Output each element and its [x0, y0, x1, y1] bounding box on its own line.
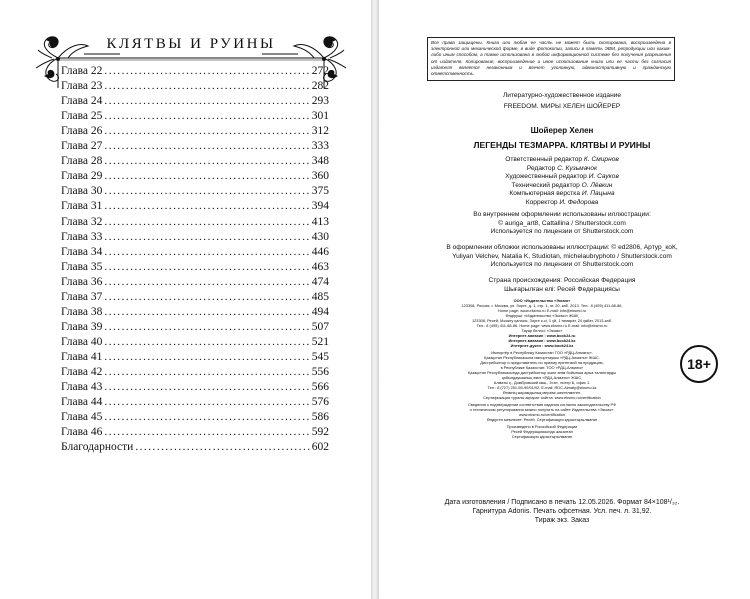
credit-role: Корректор — [525, 198, 558, 206]
toc-leader-dots — [104, 335, 309, 350]
credit-line — [412, 182, 712, 191]
toc-page-number: 413 — [311, 215, 329, 228]
toc-label: Глава 26 — [61, 125, 103, 138]
toc-entry — [61, 109, 329, 124]
publisher-line: Произведено в Российской Федерации — [506, 424, 578, 429]
publisher-line: Қазақстан Республикасына импорттаушы «РДЦ-Алматы» ЖШС. — [484, 355, 600, 360]
credit-role: Художественный редактор — [505, 173, 587, 181]
toc-entry — [61, 124, 329, 139]
publisher-line: 123308, Россия, г. Москва, ул. Зорге, д. 1, стр. 1, эт. 20, каб. 2013. Тел.: 8 (495) 411-68-86. — [461, 303, 623, 308]
interior-illustration-line: Во внутреннем оформлении использованы иллюстрации: — [473, 211, 651, 218]
toc-leader-dots — [104, 184, 309, 199]
toc-entry — [61, 245, 329, 260]
toc-label: Глава 44 — [61, 396, 103, 409]
toc-leader-dots — [104, 139, 309, 154]
toc-page-number: 592 — [311, 426, 329, 439]
toc-label: Глава 32 — [61, 215, 103, 228]
toc-label: Глава 27 — [61, 140, 103, 153]
publisher-line: Сведения о подтверждении соответствия издания согласно законодательству РФ — [467, 402, 617, 407]
rights-notice: Все права защищены. Книга или любая ее часть не может быть скопирована, воспроизведена в электронной или механической форме, в виде фотокопии, записи в память ЭВМ, репродукции или каким-либо иным способом, а также использована в любой информационной системе без получения разрешения от издателя. Копирование, воспроизведение и иное использование книги или ее части без согласия издателя является незаконным и влечет уголовную, административную и гражданскую ответственность. — [427, 37, 675, 81]
toc-label: Глава 41 — [61, 350, 103, 363]
toc-entry — [61, 260, 329, 275]
toc-label: Глава 42 — [61, 365, 103, 378]
toc-leader-dots — [104, 305, 309, 320]
toc-page-number: 507 — [311, 320, 329, 333]
cover-illustration-line: Используется по лицензии от Shutterstock.com — [490, 261, 634, 269]
toc-leader-dots — [135, 440, 309, 455]
publisher-line: Өндіруші: «Издательство «Эксмо» ЖШҚ — [505, 313, 579, 318]
credit-person: С. Кузьмачок — [557, 164, 598, 172]
book-gutter — [371, 0, 379, 599]
credit-person: И. Пацына — [581, 190, 615, 198]
toc-leader-dots — [104, 350, 309, 365]
toc-page-number: 556 — [311, 365, 329, 378]
author-name: Шойерер Хелен — [530, 126, 594, 135]
interior-illustration-line: Используется по лицензии от Shutterstock.com — [490, 228, 634, 236]
toc-page-number: 446 — [311, 245, 329, 258]
imprint-title — [412, 125, 712, 151]
toc-entry — [61, 64, 329, 79]
credit-role: Редактор — [526, 164, 556, 172]
toc-label: Глава 29 — [61, 170, 103, 183]
toc-leader-dots — [104, 365, 309, 380]
toc-label: Глава 39 — [61, 320, 103, 333]
series-name: FREEDOM. МИРЫ ХЕЛЕН ШОЙЕРЕР — [503, 102, 621, 110]
toc-entry — [61, 169, 329, 184]
toc-entry — [61, 214, 329, 229]
toc-entry — [61, 335, 329, 350]
publisher-line: Тел.: 8 (495) 411-68-86. Home page: www.eksmo.ru E-mail: info@eksmo.ru — [476, 323, 608, 328]
toc-leader-dots — [104, 245, 309, 260]
credit-line — [412, 199, 712, 208]
interior-illustration-line: © auriga_art8, Cattallina / Shutterstock.com — [498, 219, 626, 227]
toc-page-number: 602 — [311, 441, 329, 454]
toc-label: Глава 43 — [61, 381, 103, 394]
toc-label: Глава 37 — [61, 290, 103, 303]
publisher-line: Интернет-магазин : www.book24.ru — [508, 333, 576, 338]
toc-label: Благодарности — [61, 441, 134, 454]
toc-page-number: 333 — [311, 140, 329, 153]
toc-entry — [61, 320, 329, 335]
credit-person: И. Сауков — [588, 173, 619, 181]
toc-label: Глава 46 — [61, 426, 103, 439]
toc-leader-dots — [104, 425, 309, 440]
toc-entry — [61, 184, 329, 199]
toc-leader-dots — [104, 79, 309, 94]
credits-list — [412, 156, 712, 208]
interior-illustrations — [412, 211, 712, 237]
toc-page-number: 586 — [311, 411, 329, 424]
publisher-line: Қазақстан Республикасында дистрибьютор және өнім бойынша арыз-талаптарды — [468, 370, 616, 375]
publisher-line: Интернет-магазин : www.book24.kz — [508, 338, 576, 343]
toc-entry — [61, 275, 329, 290]
toc-entry — [61, 154, 329, 169]
toc-entry — [61, 305, 329, 320]
toc-leader-dots — [104, 320, 309, 335]
toc-entry — [61, 425, 329, 440]
toc-leader-dots — [104, 64, 309, 79]
credit-person: И. Федорова — [559, 198, 599, 206]
credit-person: К. Смирнов — [583, 156, 619, 163]
toc-entry — [61, 94, 329, 109]
toc-entry — [61, 230, 329, 245]
toc-entry — [61, 350, 329, 365]
production-line: Тираж экз. Заказ — [534, 517, 590, 524]
toc-page-number: 293 — [311, 95, 329, 108]
publisher-line: Тауар белгісі: «Эксмо» — [521, 328, 563, 333]
publisher-block — [422, 298, 662, 439]
toc-entry — [61, 410, 329, 425]
cover-illustrations — [412, 244, 712, 270]
toc-page-number: 348 — [311, 155, 329, 168]
credit-line — [412, 190, 712, 199]
toc-entry — [61, 79, 329, 94]
toc-page-number: 272 — [311, 65, 329, 78]
edition-type: Литературно-художественное издание — [502, 92, 622, 99]
toc-page-number: 312 — [311, 125, 329, 138]
toc-label: Глава 36 — [61, 275, 103, 288]
credit-line — [412, 165, 712, 174]
publisher-line: Сертификация қарастырылмаған — [511, 434, 573, 439]
credit-person: О. Лёвкин — [581, 181, 613, 189]
cover-illustration-line: В оформлении обложки использованы иллюстрации: © ed2806, Артур_коК, — [446, 244, 678, 251]
toc-page-number: 494 — [311, 305, 329, 318]
toc-page-number: 474 — [311, 275, 329, 288]
toc-label: Глава 23 — [61, 80, 103, 93]
toc-leader-dots — [104, 215, 309, 230]
publisher-line: Ресей Федерациясында жасалған — [511, 429, 573, 434]
toc-leader-dots — [104, 154, 309, 169]
production-info — [412, 498, 712, 525]
credit-role: Технический редактор — [511, 181, 580, 189]
publisher-line: 123308, Ресей, Мәскеу қаласы, Зорге к-сі, 1 үй, 1 ғимарат, 20 қабат, 2013-каб. — [471, 318, 613, 323]
toc-leader-dots — [104, 169, 309, 184]
toc-entry — [61, 199, 329, 214]
toc-label: Глава 28 — [61, 155, 103, 168]
toc-entry — [61, 380, 329, 395]
toc-leader-dots — [104, 199, 309, 214]
publisher-line: ООО «Издательство «Эксмо» — [513, 298, 571, 303]
toc-label: Глава 45 — [61, 411, 103, 424]
toc-entry — [61, 365, 329, 380]
toc-page-number: 463 — [311, 260, 329, 273]
toc-page-number: 566 — [311, 381, 329, 394]
publisher-line: Home page: www.eksmo.ru E-mail: info@eksmo.ru — [497, 308, 587, 313]
production-line: Дата изготовления / Подписано в печать 12.05.2026. Формат 84×108¹/₃₂. — [444, 499, 680, 506]
publisher-line: Тел.: 8 (727) 251-59-90/91/92. E-mail: RDC-Almaty@eksmo.kz — [487, 385, 597, 390]
publisher-line: қабылдаушының өкілі «РДЦ-Алматы» ЖШС, — [501, 375, 583, 380]
credit-role: Ответственный редактор — [505, 156, 583, 163]
toc-page-number: 394 — [311, 200, 329, 213]
toc-leader-dots — [104, 94, 309, 109]
toc-leader-dots — [104, 260, 309, 275]
table-of-contents — [61, 64, 329, 455]
publisher-line: Алматы қ., Домбровский көш., 3«а», литер Б, офис 1. — [493, 380, 591, 385]
toc-leader-dots — [104, 410, 309, 425]
origin-line: Шығарылған елі: Ресей Федерациясы — [504, 285, 620, 293]
toc-leader-dots — [104, 275, 309, 290]
toc-label: Глава 25 — [61, 110, 103, 123]
credit-role: Компьютерная верстка — [509, 190, 581, 198]
toc-page-number: 375 — [311, 185, 329, 198]
toc-label: Глава 34 — [61, 245, 103, 258]
toc-leader-dots — [104, 124, 309, 139]
publisher-line: Дистрибьютор и представитель по приему претензий на продукцию, — [480, 360, 604, 365]
cover-illustration-line: Yuliyan Velchev, Natalia K, Studiotan, michelaubryphoto / Shutterstock.com — [452, 252, 672, 260]
publisher-line: о техническом регулировании можно получить на сайте Издательства «Эксмо»: — [469, 407, 615, 412]
publisher-line: www.eksmo.ru/certification — [518, 412, 566, 417]
toc-label: Глава 35 — [61, 260, 103, 273]
toc-page-number: 576 — [311, 396, 329, 409]
toc-page-number: 430 — [311, 230, 329, 243]
toc-page-number: 521 — [311, 335, 329, 348]
publisher-line: Өндірген мемлекет: Ресей. Сертификация қарастырылмаған — [486, 417, 598, 422]
toc-label: Глава 38 — [61, 305, 103, 318]
toc-leader-dots — [104, 290, 309, 305]
origin-line: Страна происхождения: Российская Федерация — [488, 277, 636, 284]
toc-page-number: 360 — [311, 170, 329, 183]
toc-label: Глава 30 — [61, 185, 103, 198]
toc-leader-dots — [104, 380, 309, 395]
toc-leader-dots — [104, 395, 309, 410]
publisher-line: Өнімнің жарамдылық мерзімі шектелмеген. — [502, 390, 582, 395]
publisher-line: в Республике Казахстан: ТОО «РДЦ-Алматы» — [500, 365, 584, 370]
toc-entry — [61, 440, 329, 455]
toc-entry — [61, 139, 329, 154]
header-title: КЛЯТВЫ И РУИНЫ — [106, 36, 276, 52]
imprint-edition — [412, 92, 712, 111]
toc-leader-dots — [104, 230, 309, 245]
toc-leader-dots — [104, 109, 309, 124]
toc-label: Глава 40 — [61, 335, 103, 348]
credit-line — [412, 173, 712, 182]
toc-label: Глава 24 — [61, 95, 103, 108]
toc-page-number: 485 — [311, 290, 329, 303]
publisher-line: Интернет-дүкен : www.book24.kz — [510, 343, 574, 348]
book-title: ЛЕГЕНДЫ ТЕЗМАРРА. КЛЯТВЫ И РУИНЫ — [473, 140, 651, 150]
production-line: Гарнитура Adonis. Печать офсетная. Усл. печ. л. 31,92. — [472, 508, 652, 515]
toc-page-number: 301 — [311, 110, 329, 123]
toc-entry — [61, 395, 329, 410]
toc-entry — [61, 290, 329, 305]
toc-page-number: 282 — [311, 80, 329, 93]
toc-label: Глава 22 — [61, 65, 103, 78]
origin-info — [412, 277, 712, 294]
publisher-line: Импортёр в Республику Казахстан ТОО «РДЦ-Алматы». — [491, 350, 593, 355]
age-rating-badge: 18+ — [680, 345, 718, 383]
toc-page-number: 545 — [311, 350, 329, 363]
credit-line — [412, 156, 712, 165]
toc-label: Глава 33 — [61, 230, 103, 243]
publisher-line: Сертификация туралы ақпарат сайтта: www.eksmo.ru/certification — [483, 395, 601, 400]
toc-label: Глава 31 — [61, 200, 103, 213]
